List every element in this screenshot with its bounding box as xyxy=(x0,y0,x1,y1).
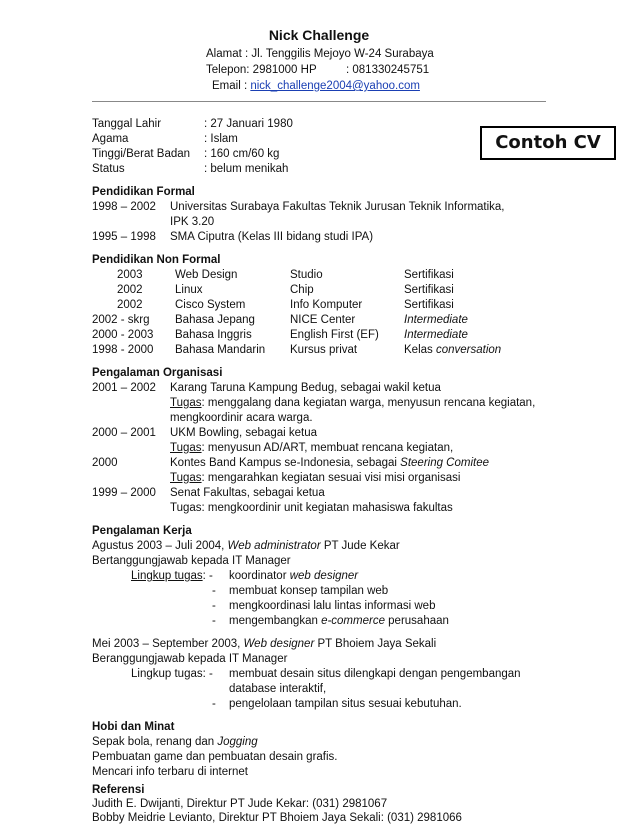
job2-dash-2: - xyxy=(212,698,216,710)
job1-task-4 xyxy=(229,614,449,629)
nf-year-1: 2003 xyxy=(117,269,143,281)
job1-task-4-b: perusahaan xyxy=(384,615,449,627)
org-task-3-text: : mengarahkan kegiatan sesuai visi misi organisasi xyxy=(201,472,461,484)
job1-task-4-a: mengembangkan xyxy=(229,615,322,627)
job1-dash-2: - xyxy=(212,585,216,597)
nf-result-4: Intermediate xyxy=(404,314,468,326)
org-text-2: UKM Bowling, sebagai ketua xyxy=(170,427,318,439)
section-title-kerja: Pengalaman Kerja xyxy=(92,525,192,537)
hobi-line-1-a: Sepak bola, renang dan xyxy=(92,736,218,748)
job1-title-i: Web administrator xyxy=(227,540,321,552)
nf-place-2: Chip xyxy=(290,284,314,296)
header-divider xyxy=(92,101,546,102)
job1-scope-underlined: Lingkup tugas xyxy=(131,570,203,582)
personal-value-religion: : Islam xyxy=(204,133,238,145)
org-years-4: 1999 – 2000 xyxy=(92,487,156,499)
nf-year-3: 2002 xyxy=(117,299,143,311)
job1-dash-3: - xyxy=(212,600,216,612)
referensi-line-1: Judith E. Dwijanti, Direktur PT Jude Kekar: (031) 2981067 xyxy=(92,798,388,810)
formal-text-3: SMA Ciputra (Kelas III bidang studi IPA) xyxy=(170,231,374,243)
personal-value-height: : 160 cm/60 kg xyxy=(204,148,280,160)
job1-title-b: PT Jude Kekar xyxy=(320,540,400,552)
org-task-4: Tugas: mengkoordinir unit kegiatan mahasiswa fakultas xyxy=(170,502,453,514)
email-label: Email : xyxy=(212,80,251,92)
nf-place-6: Kursus privat xyxy=(290,344,358,356)
formal-text-2: IPK 3.20 xyxy=(170,216,215,228)
nf-result-1: Sertifikasi xyxy=(404,269,454,281)
phone-line xyxy=(206,63,430,78)
nf-result-2: Sertifikasi xyxy=(404,284,454,296)
nf-course-3: Cisco System xyxy=(175,299,246,311)
formal-text-1: Universitas Surabaya Fakultas Teknik Jurusan Teknik Informatika, xyxy=(170,201,505,213)
job1-task-1 xyxy=(229,569,358,584)
org-years-1: 2001 – 2002 xyxy=(92,382,156,394)
nf-place-3: Info Komputer xyxy=(290,299,363,311)
nf-year-5: 2000 - 2003 xyxy=(92,329,154,341)
org-task-3 xyxy=(170,471,460,486)
section-title-nonformal: Pendidikan Non Formal xyxy=(92,254,221,266)
section-title-referensi: Referensi xyxy=(92,784,145,796)
formal-years-3: 1995 – 1998 xyxy=(92,231,156,243)
job1-title-a: Agustus 2003 – Juli 2004, xyxy=(92,540,228,552)
job2-task-2: pengelolaan tampilan situs sesuai kebutuhan. xyxy=(229,698,462,710)
job1-task-1-i: web designer xyxy=(289,570,359,582)
nf-course-5: Bahasa Inggris xyxy=(175,329,252,341)
org-task-1-text: : menggalang dana kegiatan warga, menyusun rencana kegiatan, xyxy=(201,397,536,409)
job1-title xyxy=(92,539,400,554)
personal-label-religion: Agama xyxy=(92,133,129,145)
section-title-hobi: Hobi dan Minat xyxy=(92,721,175,733)
personal-value-birthdate: : 27 Januari 1980 xyxy=(204,118,293,130)
org-text-3 xyxy=(170,456,489,471)
nf-course-6: Bahasa Mandarin xyxy=(175,344,266,356)
org-task-1 xyxy=(170,396,535,411)
org-task-1b: mengkoordinir acara warga. xyxy=(170,412,313,424)
job2-responsibility: Beranggungjawab kepada IT Manager xyxy=(92,653,288,665)
sample-cv-stamp: Contoh CV xyxy=(480,126,616,160)
nf-result-6-b: conversation xyxy=(435,344,502,356)
address-line: Alamat : Jl. Tenggilis Mejoyo W-24 Surabaya xyxy=(206,48,434,60)
nf-result-3: Sertifikasi xyxy=(404,299,454,311)
job1-dash-4: - xyxy=(212,615,216,627)
org-text-4: Senat Fakultas, sebagai ketua xyxy=(170,487,325,499)
org-tugas-label-3: Tugas xyxy=(170,472,202,484)
nf-place-1: Studio xyxy=(290,269,323,281)
nf-course-2: Linux xyxy=(175,284,203,296)
email-line xyxy=(212,79,420,94)
section-title-organisasi: Pengalaman Organisasi xyxy=(92,367,223,379)
personal-label-height: Tinggi/Berat Badan xyxy=(92,148,191,160)
nf-place-4: NICE Center xyxy=(290,314,356,326)
email-link[interactable]: nick_challenge2004@yahoo.com xyxy=(250,80,420,92)
applicant-name: Nick Challenge xyxy=(268,27,370,43)
nf-result-5: Intermediate xyxy=(404,329,468,341)
org-text-1: Karang Taruna Kampung Bedug, sebagai wakil ketua xyxy=(170,382,441,394)
job2-scope-label: Lingkup tugas: - xyxy=(131,668,213,680)
hobi-line-1 xyxy=(92,735,258,750)
hobi-line-2: Pembuatan game dan pembuatan desain grafis. xyxy=(92,751,338,763)
org-text-3-a: Kontes Band Kampus se-Indonesia, sebagai xyxy=(170,457,401,469)
section-title-formal: Pendidikan Formal xyxy=(92,186,195,198)
job2-task-1b: database interaktif, xyxy=(229,683,327,695)
hobi-line-1-i: Jogging xyxy=(217,736,258,748)
org-tugas-label-1: Tugas xyxy=(170,397,202,409)
job1-task-2: membuat konsep tampilan web xyxy=(229,585,389,597)
nf-year-4: 2002 - skrg xyxy=(92,314,150,326)
job2-title-a: Mei 2003 – September 2003, xyxy=(92,638,244,650)
job2-title xyxy=(92,637,436,652)
org-task-2 xyxy=(170,441,453,456)
formal-years-1: 1998 – 2002 xyxy=(92,201,156,213)
job2-task-1: membuat desain situs dilengkapi dengan pengembangan xyxy=(229,668,521,680)
job1-task-4-i: e-commerce xyxy=(321,615,385,627)
nf-result-6-a: Kelas xyxy=(404,344,436,356)
nf-place-5: English First (EF) xyxy=(290,329,379,341)
nf-year-2: 2002 xyxy=(117,284,143,296)
nf-course-4: Bahasa Jepang xyxy=(175,314,255,326)
job2-title-b: PT Bhoiem Jaya Sekali xyxy=(314,638,437,650)
org-years-3: 2000 xyxy=(92,457,118,469)
nf-course-1: Web Design xyxy=(175,269,238,281)
referensi-line-2: Bobby Meidrie Levianto, Direktur PT Bhoiem Jaya Sekali: (031) 2981066 xyxy=(92,812,462,824)
job1-task-3: mengkoordinasi lalu lintas informasi web xyxy=(229,600,436,612)
job1-scope-colon: : - xyxy=(202,570,213,582)
job1-scope-label xyxy=(131,569,213,584)
personal-label-birthdate: Tanggal Lahir xyxy=(92,118,162,130)
org-text-3-i: Steering Comitee xyxy=(400,457,490,469)
job2-title-i: Web designer xyxy=(243,638,315,650)
job1-task-1-a: koordinator xyxy=(229,570,290,582)
org-task-2-text: : menyusun AD/ART, membuat rencana kegiatan, xyxy=(201,442,454,454)
phone-label: Telepon: 2981000 HP xyxy=(206,64,317,76)
personal-label-status: Status xyxy=(92,163,125,175)
hp-number: : 081330245751 xyxy=(346,64,430,76)
nf-year-6: 1998 - 2000 xyxy=(92,344,154,356)
job1-responsibility: Bertanggungjawab kepada IT Manager xyxy=(92,555,291,567)
org-tugas-label-2: Tugas xyxy=(170,442,202,454)
org-years-2: 2000 – 2001 xyxy=(92,427,156,439)
personal-value-status: : belum menikah xyxy=(204,163,289,175)
nf-result-6 xyxy=(404,343,501,358)
hobi-line-3: Mencari info terbaru di internet xyxy=(92,766,248,778)
